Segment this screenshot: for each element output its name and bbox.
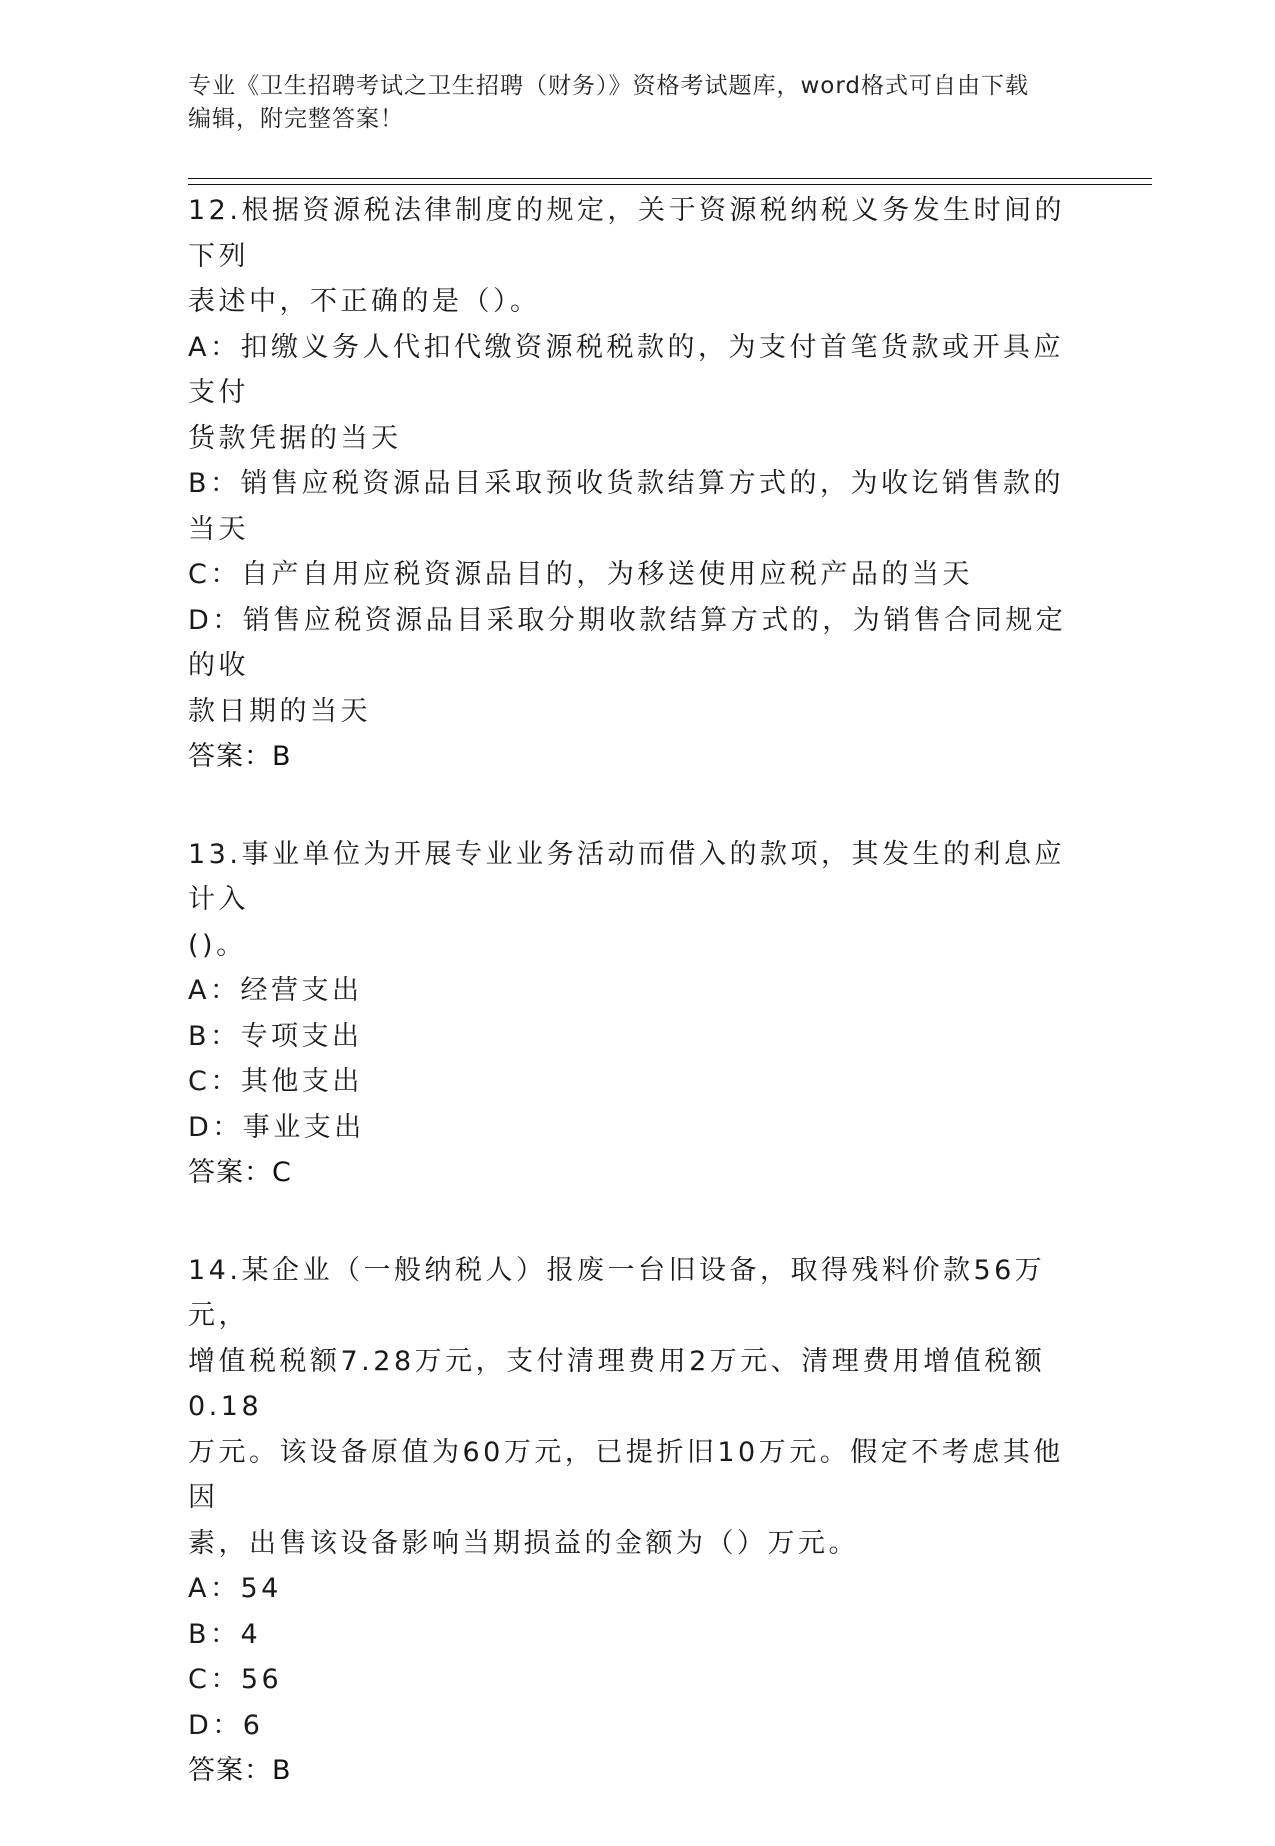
option-b: B：4 bbox=[188, 1618, 262, 1650]
answer-label: 答案：B bbox=[188, 1755, 292, 1786]
answer-label: 答案：C bbox=[188, 1157, 292, 1188]
question-text-line: 万元。该设备原值为60万元，已提折旧10万元。假定不考虑其他因 bbox=[188, 1436, 1064, 1513]
question-text-line: 素，出售该设备影响当期损益的金额为（）万元。 bbox=[188, 1527, 859, 1559]
option-d-continued: 款日期的当天 bbox=[188, 695, 371, 727]
question-14 bbox=[188, 1248, 1088, 1794]
document-header bbox=[188, 70, 1088, 136]
question-12 bbox=[188, 188, 1088, 780]
question-text-line: 12.根据资源税法律制度的规定，关于资源税纳税义务发生时间的下列 bbox=[188, 195, 1065, 272]
option-a: A：经营支出 bbox=[188, 975, 363, 1006]
option-c: C：自产自用应税资源品目的，为移送使用应税产品的当天 bbox=[188, 559, 973, 590]
question-text-line: 13.事业单位为开展专业业务活动而借入的款项，其发生的利息应计入 bbox=[188, 838, 1065, 915]
option-c: C：56 bbox=[188, 1664, 283, 1695]
option-d: D：6 bbox=[188, 1709, 264, 1741]
header-line-2: 编辑，附完整答案！ bbox=[188, 106, 404, 132]
question-text-line: 14.某企业（一般纳税人）报废一台旧设备，取得残料价款56万元， bbox=[188, 1254, 1046, 1331]
answer-label: 答案：B bbox=[188, 741, 292, 772]
option-d: D：事业支出 bbox=[188, 1111, 365, 1143]
header-rule-top bbox=[188, 178, 1152, 179]
option-b: B：销售应税资源品目采取预收货款结算方式的，为收讫销售款的当天 bbox=[188, 468, 1065, 545]
option-c: C：其他支出 bbox=[188, 1066, 363, 1097]
option-d: D：销售应税资源品目采取分期收款结算方式的，为销售合同规定的收 bbox=[188, 604, 1067, 681]
option-a: A：54 bbox=[188, 1573, 282, 1604]
option-a-continued: 货款凭据的当天 bbox=[188, 422, 402, 454]
question-text-line: 表述中，不正确的是（）。 bbox=[188, 286, 541, 317]
option-a: A：扣缴义务人代扣代缴资源税税款的，为支付首笔货款或开具应支付 bbox=[188, 331, 1064, 408]
option-b: B：专项支出 bbox=[188, 1020, 363, 1052]
question-text-line: ()。 bbox=[188, 929, 247, 961]
header-line-1: 专业《卫生招聘考试之卫生招聘（财务）》资格考试题库，word格式可自由下载 bbox=[188, 73, 1030, 99]
question-text-line: 增值税税额7.28万元，支付清理费用2万元、清理费用增值税额0.18 bbox=[188, 1345, 1046, 1422]
question-list bbox=[188, 188, 1088, 1846]
question-13 bbox=[188, 832, 1088, 1196]
header-rule-bottom bbox=[188, 184, 1152, 185]
